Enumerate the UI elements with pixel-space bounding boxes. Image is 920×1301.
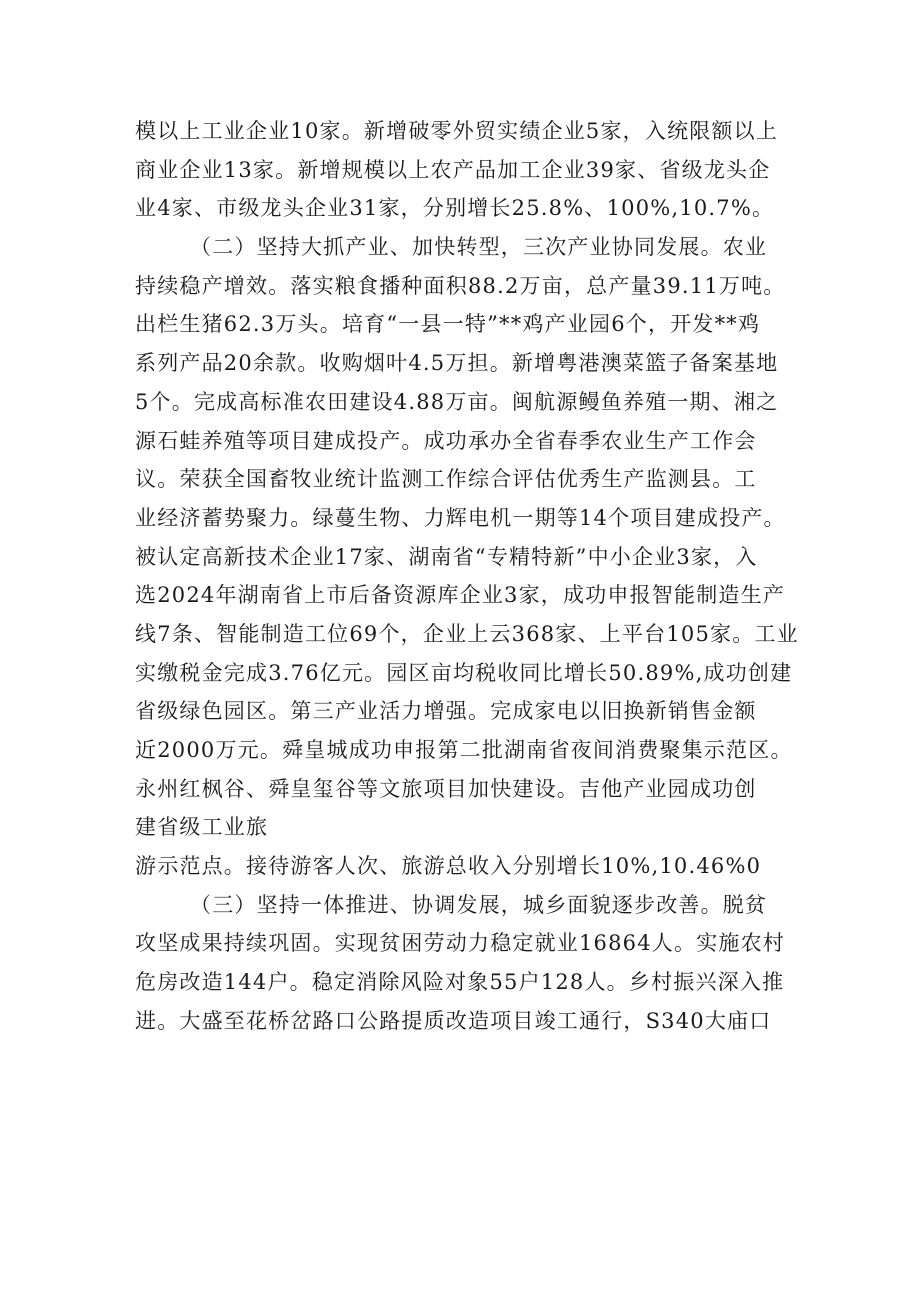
text-line: 近2000万元。舜皇城成功申报第二批湖南省夜间消费聚集示范区。 xyxy=(135,738,793,762)
text-line: 线7条、智能制造工位69个，企业上云368家、上平台105家。工业 xyxy=(135,621,799,646)
section-heading-line: （二）坚持大抓产业、加快转型，三次产业协同发展。农业 xyxy=(190,235,768,260)
text-line: 攻坚成果持续巩固。实现贫困劳动力稳定就业16864人。实施农村 xyxy=(135,931,786,956)
text-line: 游示范点。接待游客人次、旅游总收入分别增长10%,10.46%0 xyxy=(135,854,762,879)
text-line: 出栏生猪62.3万头。培育“一县一特”**鸡产业园6个，开发**鸡 xyxy=(135,312,761,337)
text-line: 5个。完成高标准农田建设4.88万亩。闽航源鳗鱼养殖一期、湘之 xyxy=(135,389,779,414)
text-line: 省级绿色园区。第三产业活力增强。完成家电以旧换新销售金额 xyxy=(135,699,757,724)
section-heading-line: （三）坚持一体推进、协调发展，城乡面貌逐步改善。脱贫 xyxy=(190,892,768,917)
text-line: 业经济蓄势聚力。绿蔓生物、力辉电机一期等14个项目建成投产。 xyxy=(135,505,786,530)
text-line: 实缴税金完成3.76亿元。园区亩均税收同比增长50.89%,成功创建 xyxy=(135,660,793,685)
text-line: 选2024年湖南省上市后备资源库企业3家，成功申报智能制造生产 xyxy=(135,583,786,608)
text-line: 永州红枫谷、舜皇玺谷等文旅项目加快建设。吉他产业园成功创 xyxy=(135,776,757,801)
text-line: 业4家、市级龙头企业31家，分别增长25.8%、100%,10.7%。 xyxy=(135,196,775,221)
text-line: 议。荣获全国畜牧业统计监测工作综合评估优秀生产监测县。工 xyxy=(135,467,757,492)
text-line: 系列产品20余款。收购烟叶4.5万担。新增粤港澳菜篮子备案基地 xyxy=(135,351,779,376)
text-line: 商业企业13家。新增规模以上农产品加工企业39家、省级龙头企 xyxy=(135,157,771,182)
document-body xyxy=(135,112,800,1041)
text-line: 模以上工业企业10家。新增破零外贸实绩企业5家，入统限额以上 xyxy=(135,119,779,143)
text-line: 持续稳产增效。落实粮食播种面积88.2万亩，总产量39.11万吨。 xyxy=(135,273,786,298)
text-line: 建省级工业旅 xyxy=(135,815,269,840)
text-line: 源石蛙养殖等项目建成投产。成功承办全省春季农业生产工作会 xyxy=(135,428,757,453)
text-line: 危房改造144户。稳定消除风险对象55户128人。乡村振兴深入推 xyxy=(135,970,785,995)
text-line: 进。大盛至花桥岔路口公路提质改造项目竣工通行，S340大庙口 xyxy=(135,1008,772,1033)
text-line: 被认定高新技术企业17家、湖南省“专精特新”中小企业3家，入 xyxy=(135,544,758,569)
